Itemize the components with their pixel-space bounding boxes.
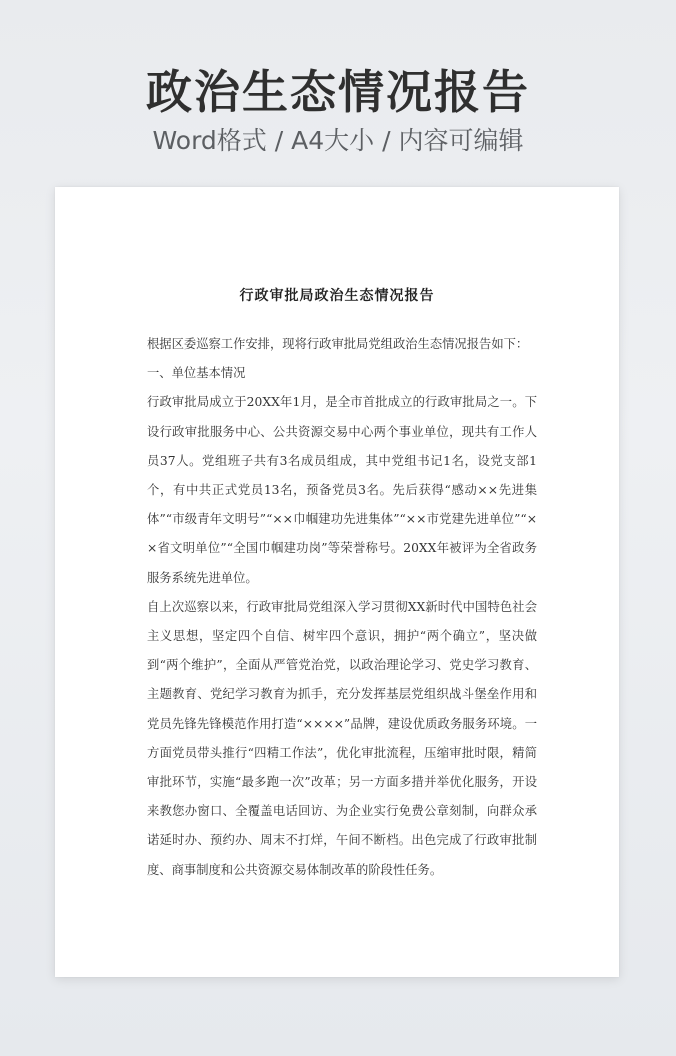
- body-paragraph: 自上次巡察以来，行政审批局党组深入学习贯彻XX新时代中国特色社会主义思想，坚定四个自信、树牢四个意识，拥护“两个确立”，坚决做到“两个维护”，全面从严管党治党，以政治理论学习、党史学习教育、主题教育、党纪学习教育为抓手，充分发挥基层党组织战斗堡垒作用和党员先锋先锋模范作用打造“××××”品牌，建设优质政务服务环境。一方面党员带头推行“四精工作法”，优化审批流程，压缩审批时限，精简审批环节，实施“最多跑一次”改革；另一方面多措并举优化服务，开设来教您办窗口、全覆盖电话回访、为企业实行免费公章刻制，向群众承诺延时办、预约办、周末不打烊，午间不断档。出色完成了行政审批制度、商事制度和公共资源交易体制改革的阶段性任务。: [147, 599, 537, 877]
- body-paragraph: 行政审批局成立于20XX年1月，是全市首批成立的行政审批局之一。下设行政审批服务中心、公共资源交易中心两个事业单位，现共有工作人员37人。党组班子共有3名成员组成，其中党组书记1名，设党支部1个，有中共正式党员13名，预备党员3名。先后获得“感动××先进集体”“市级青年文明号”“××巾帼建功先进集体”“××市党建先进单位”“××省文明单位”“全国巾帼建功岗”等荣誉称号。20XX年被评为全省政务服务系统先进单位。: [147, 395, 537, 585]
- banner-title: 政治生态情况报告: [146, 65, 530, 119]
- header-banner: [0, 62, 676, 158]
- banner-subtitle: Word格式 / A4大小 / 内容可编辑: [152, 126, 524, 155]
- document-page: [55, 187, 619, 977]
- intro-paragraph: 根据区委巡察工作安排，现将行政审批局党组政治生态情况报告如下：: [147, 337, 529, 351]
- document-title: 行政审批局政治生态情况报告: [239, 288, 435, 304]
- document-body: [147, 330, 537, 885]
- section-heading: 一、单位基本情况: [147, 366, 246, 381]
